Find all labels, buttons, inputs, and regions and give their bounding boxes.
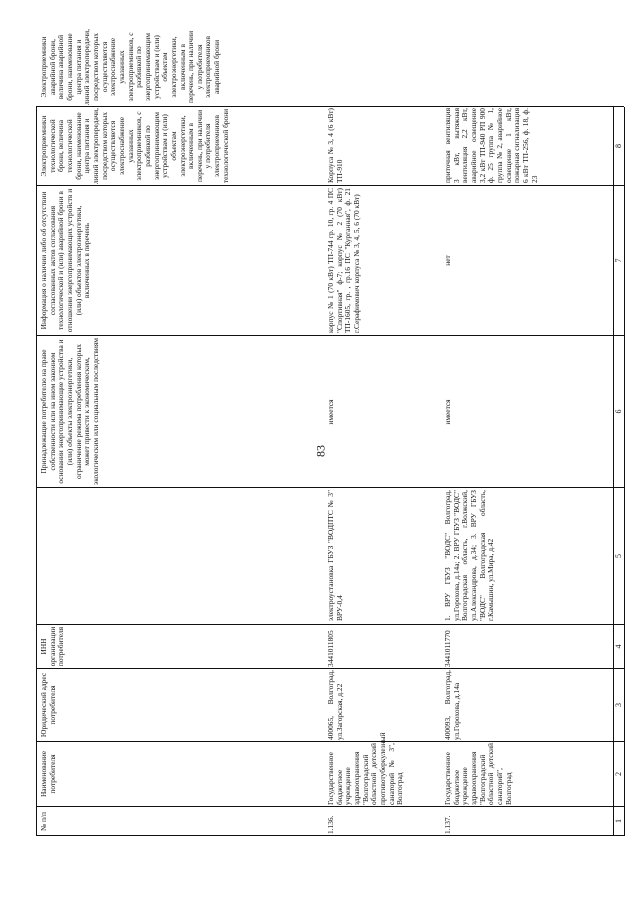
- column-number: 3: [614, 703, 623, 707]
- header-tech-reserve: Электроприемники технологической брони, величина технологической брони, наименование центра питания и линий электропередачи, посредством которых осуществляется электроснабжение указанных электроприемников, с разбивкой по энергопринимающим устройствам и (или) объектам электроэнергетики, включенным в перечень, при наличии у потребителя электроприемников технологической брони: [39, 108, 230, 184]
- devices-list: 1. ВРУ ГБУЗ "ВОДС" Волгоград, ул.Горохова, д.14а; 2. ВРУ ГБУЗ "ВОДС" Волгоградская область, г.Волжский, ул.Александрова, д.34; 3. ВРУ ГБУЗ "ВОДС" Волгоградская область, г.Камышин, ул.Мира, д.42: [443, 490, 496, 621]
- consumer-name: Государственное бюджетное учреждение здравоохранения "Волгоградский областной детский противотуберкулезный санаторий № 3", Волгоград: [326, 732, 405, 805]
- consumer-name: Государственное бюджетное учреждение здравоохранения "Волгоградский областной детский санаторий", Волгоград: [443, 743, 513, 805]
- acts-availability: имеется: [443, 399, 452, 425]
- table-border-top: [36, 107, 37, 836]
- header-devices: Принадлежащие потребителю на праве собственности или на ином законном основании энергопринимающие устройства и (или) объекты электроэнергетики, ограничение режима потребления которых может привести к экономическим, экологическим или социальным последствиям: [39, 338, 100, 485]
- column-number: 6: [614, 409, 623, 414]
- page-number: 83: [313, 445, 328, 457]
- consumer-inn: 3441011770: [443, 630, 452, 667]
- column-number: 5: [614, 554, 623, 558]
- column-number: 2: [614, 772, 623, 776]
- devices-list: электроустановка ГБУЗ "ВОДПТС № 3" ВРУ-0,4: [326, 490, 344, 621]
- header-inn: ИНН организации потребителя: [39, 626, 66, 667]
- row-number: 1.136.: [326, 815, 335, 834]
- header-name: Наименование потребителя: [39, 750, 57, 798]
- tech-reserve: нет: [443, 255, 452, 266]
- column-number: 7: [614, 258, 623, 263]
- header-emergency-reserve: Электроприемники аварийной брони, величина аварийной брони, наименование центра питания и линий электропередачи, посредством которых осуществляется электроснабжение указанных электроприемников, с разбивкой по энергопринимающим устройствам и (или) объектам электроэнергетики, включенным в перечень, при наличии у потребителя электроприемников аварийной брони: [39, 29, 222, 105]
- tech-reserve: корпус № 1 (70 кВт) ТП-744 гр. 10, гр. 4 ПС "Спортивная" ф-7; корпус № 2 (70 кВт) ТП-1605, гр. , гр.16 ПС "Курганная", ф. 21 г.Серафимович корпуса № 3, 4, 5, 6 (70 кВт): [326, 188, 361, 333]
- acts-availability: имеется: [326, 399, 335, 425]
- column-number: 1: [614, 819, 623, 823]
- consumer-inn: 3441011805: [326, 630, 335, 667]
- header-address: Юридический адрес потребителя: [39, 672, 57, 738]
- consumer-address: 400093, Волгоград, ул.Горохова, д.14а: [443, 670, 461, 740]
- row-number: 1.137.: [443, 815, 452, 834]
- column-number: 4: [614, 644, 623, 649]
- header-number: № п/п: [39, 812, 48, 831]
- header-acts: Информация о наличии либо об отсутствии согласованных актов согласования технологической и (или) аварийной брони в отношении энергопринимающих устройств и (или) объектов электроэнергетики, включенных в перечень: [39, 188, 92, 333]
- emergency-reserve: приточная вентиляция 3 кВт, вытяжная вентиляция 2,2 кВт, аварийное освещение 3,2 кВт ТП-940 РП 900 ф. 25 группа № 1, группа № 2, аварийное освещение 1 кВт, пожарная сигнализация 6 кВт ТП-256, ф. 18, ф. 23: [443, 108, 539, 183]
- emergency-reserve: Корпуса № 3, 4 (6 кВт) ТП-910: [326, 108, 344, 183]
- column-number: 8: [614, 144, 623, 148]
- table-row: [444, 0, 644, 905]
- consumer-address: 400065, Волгоград, ул.Загорская, д.22: [326, 670, 344, 740]
